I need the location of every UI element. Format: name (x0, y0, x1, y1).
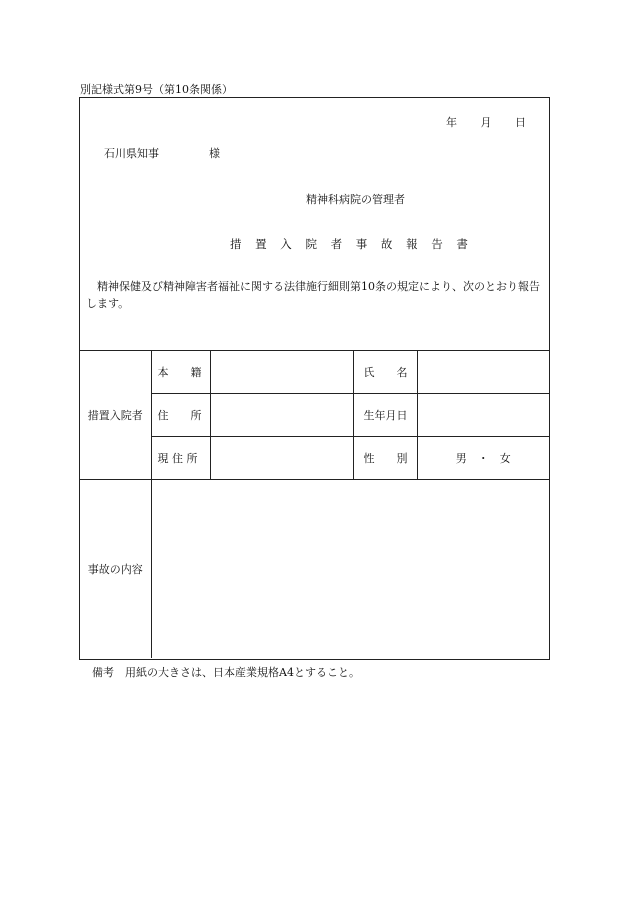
name-label: 氏 名 (353, 351, 417, 394)
row-accident (80, 480, 549, 658)
name-field[interactable] (417, 351, 549, 394)
report-statement: 精神保健及び精神障害者福祉に関する法律施行細則第10条の規定により、次のとおり報告します。 (86, 280, 540, 310)
birth-label: 生年月日 (353, 394, 417, 437)
jusho-field[interactable] (210, 394, 353, 437)
accident-field[interactable] (151, 480, 549, 658)
document-title: 措 置 入 院 者 事 故 報 告 書 (230, 237, 473, 251)
genjusho-field[interactable] (210, 437, 353, 480)
patient-label: 措置入院者 (80, 351, 151, 480)
honseki-label: 本 籍 (151, 351, 210, 394)
honorific: 様 (209, 147, 220, 160)
remarks-note: 備考 用紙の大きさは、日本産業規格A4とすること。 (92, 666, 360, 679)
genjusho-label: 現 住 所 (151, 437, 210, 480)
row-jusho (80, 394, 549, 437)
row-honseki (80, 351, 549, 394)
sender: 精神科病院の管理者 (306, 193, 405, 206)
date-day: 日 (515, 116, 526, 129)
form-number: 別記様式第9号（第10条関係） (80, 83, 233, 96)
birth-field[interactable] (417, 394, 549, 437)
report-form (79, 97, 550, 660)
sex-options[interactable]: 男 ・ 女 (417, 437, 549, 480)
jusho-label: 住 所 (151, 394, 210, 437)
addressee: 石川県知事 (104, 147, 159, 160)
accident-label: 事故の内容 (80, 480, 151, 658)
date-year: 年 (446, 116, 457, 129)
date-line (446, 114, 526, 130)
sex-label: 性 別 (353, 437, 417, 480)
date-month: 月 (480, 116, 492, 129)
report-table (80, 350, 549, 658)
row-genjusho (80, 437, 549, 480)
honseki-field[interactable] (210, 351, 353, 394)
